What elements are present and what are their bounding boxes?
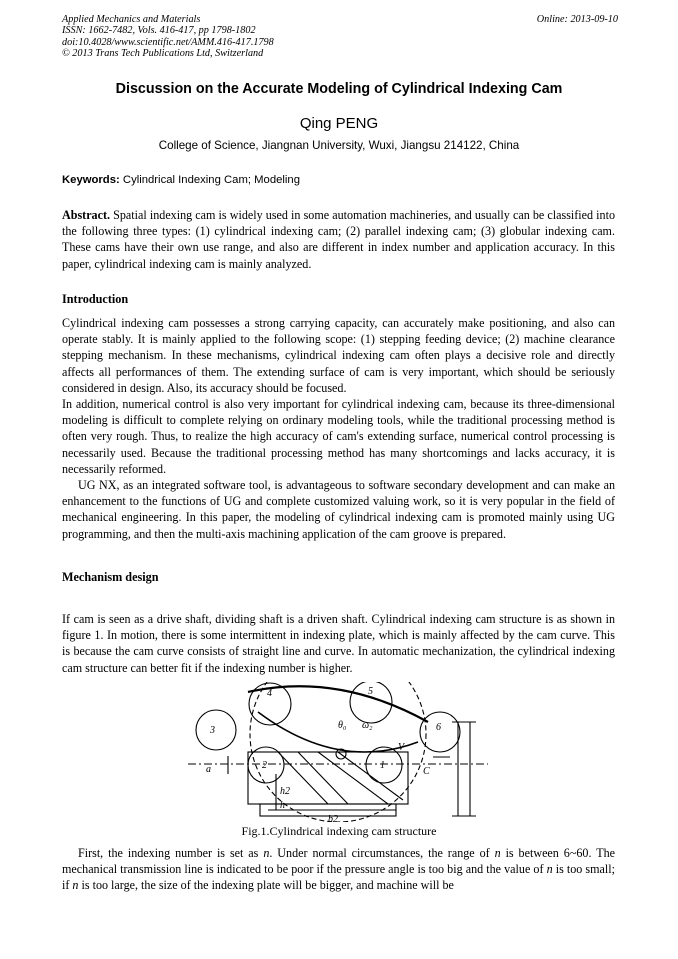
text-run: is between 6~60. The mechanical transmission line is indicated to be poor if the pressure angle is too big and the value of bbox=[62, 846, 615, 877]
figure-cam-structure bbox=[188, 682, 488, 822]
keywords-line bbox=[62, 174, 300, 186]
label-1: 1 bbox=[380, 760, 385, 771]
text-run: . Under normal circumstances, the range of bbox=[269, 846, 495, 860]
label-6: 6 bbox=[436, 722, 441, 733]
abstract-label: Abstract. bbox=[62, 208, 111, 222]
text-run: is too small; if bbox=[62, 862, 615, 893]
abstract-text: Spatial indexing cam is widely used in some automation machineries, and usually can be classified into the following three types: (1) cylindrical indexing cam; (2) parallel indexing cam; (3) globular indexing cam. These cams have their own use range, and also are different in index number and application accuracy. In this paper, cylindrical indexing cam is mainly analyzed. bbox=[62, 208, 615, 271]
paper-title: Discussion on the Accurate Modeling of Cylindrical Indexing Cam bbox=[115, 81, 563, 97]
label-omega: ω₂ bbox=[362, 720, 373, 731]
introduction-body bbox=[62, 315, 615, 542]
label-3: 3 bbox=[210, 725, 215, 736]
label-c: C bbox=[423, 766, 430, 777]
label-4: 4 bbox=[267, 688, 272, 699]
journal-name: Applied Mechanics and Materials bbox=[62, 14, 201, 25]
label-a: a bbox=[206, 764, 211, 775]
paragraph-indexing-number bbox=[62, 845, 615, 894]
text-run: is too large, the size of the indexing plate will be bigger, and machine will be bbox=[78, 878, 454, 893]
text-run: First, the indexing number is set as bbox=[78, 846, 264, 860]
var-n: n bbox=[72, 878, 79, 893]
keywords-label: Keywords: bbox=[62, 174, 120, 186]
introduction-heading: Introduction bbox=[62, 292, 129, 306]
author-affiliation: College of Science, Jiangnan University, Wuxi, Jiangsu 214122, China bbox=[158, 139, 520, 152]
roller-3 bbox=[196, 710, 236, 750]
keywords-text: Cylindrical Indexing Cam; Modeling bbox=[122, 174, 300, 186]
journal-issn: ISSN: 1662-7482, Vols. 416-417, pp 1798-1802 bbox=[62, 25, 256, 37]
mechanism-heading: Mechanism design bbox=[62, 570, 159, 584]
journal-header bbox=[62, 14, 618, 60]
label-2: 2 bbox=[262, 760, 267, 771]
paper-author: Qing PENG bbox=[299, 115, 379, 132]
body-after-figure bbox=[62, 845, 615, 894]
journal-doi: doi:10.4028/www.scientific.net/AMM.416-417.1798 bbox=[62, 36, 274, 48]
journal-copyright: © 2013 Trans Tech Publications Ltd, Switzerland bbox=[62, 48, 264, 60]
label-b2: b2 bbox=[328, 814, 338, 822]
label-h2: h2 bbox=[280, 786, 290, 797]
var-n: n bbox=[263, 846, 270, 860]
online-date: Online: 2013-09-10 bbox=[536, 14, 618, 25]
label-h: h bbox=[280, 800, 285, 811]
figure-caption: Fig.1.Cylindrical indexing cam structure bbox=[241, 824, 437, 838]
var-n: n bbox=[494, 846, 501, 860]
label-5: 5 bbox=[368, 686, 373, 697]
var-n: n bbox=[546, 862, 553, 877]
label-theta: θ₀ bbox=[338, 720, 347, 731]
mechanism-paragraph-1: If cam is seen as a drive shaft, dividing shaft is a driven shaft. Cylindrical indexing cam structure is as shown in figure 1. In motion, there is some intermittent in indexing plate, which is mainly affected by the cam curve. This is because the cam curve consists of straight line and curve. In automatic mechanization, the cylindrical indexing cam structure can better fit if the indexing number is higher. bbox=[62, 612, 615, 675]
abstract bbox=[62, 207, 615, 272]
introduction-paragraph-1: Cylindrical indexing cam possesses a strong carrying capacity, can accurately make positioning, and also can operate stably. It is mainly applied to the following scope: (1) stepping feeding device; (2) machine clearance stepping mechanism. In these mechanisms, cylindrical indexing cam often plays a decisive role and directly affects all performances of them. The extending surface of cam is very important, which should be seriously considered in design. Also, its accuracy should be focused. bbox=[62, 316, 615, 395]
introduction-paragraph-3: UG NX, as an integrated software tool, is advantageous to software secondary development and can make an enhancement to the functions of UG and complete customized valuing work, so it is very popular in the field of mechanical engineering. In this paper, the modeling of cylindrical indexing cam is promoted mainly using UG programming, and then the multi-axis machining application of the cam groove is prepared. bbox=[62, 478, 615, 541]
introduction-paragraph-2: In addition, numerical control is also very important for cylindrical indexing cam, because its three-dimensional modeling is difficult to complete relying on ordinary modeling tools, while the traditional processing method is often very rough. Thus, to realize the high accuracy of cam's extending surface, numerical control processing is necessarily used. Because the traditional processing method has many shortcomings and lacks accuracy, it is necessarily reformed. bbox=[62, 397, 615, 476]
label-v: V bbox=[398, 742, 405, 753]
mechanism-body bbox=[62, 611, 615, 676]
